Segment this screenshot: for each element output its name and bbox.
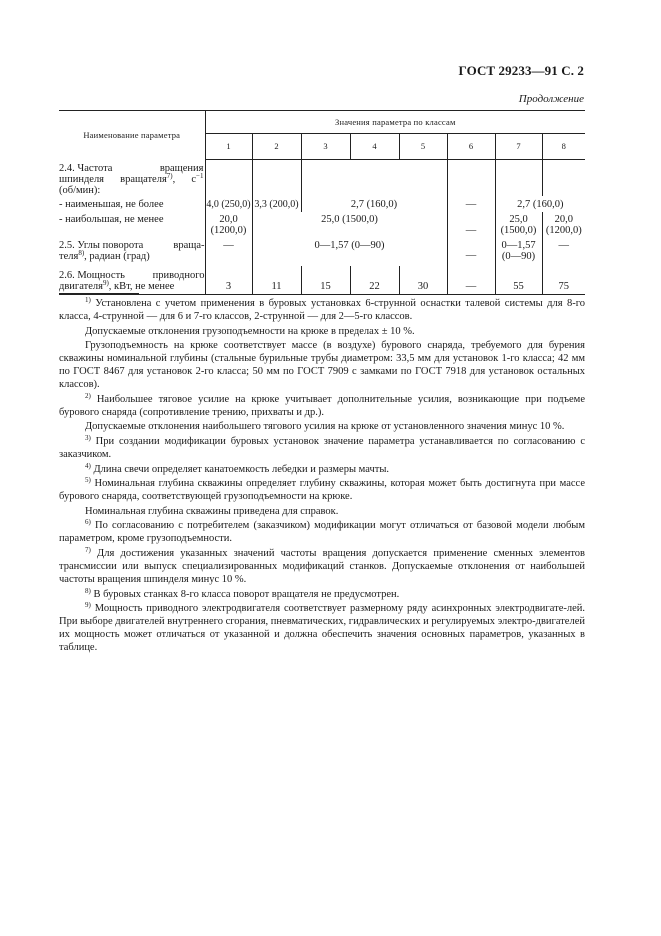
class-header: 4 bbox=[350, 134, 399, 159]
footnote-text: Допускаемые отклонения грузоподъемности на крюке в пределах ± 10 %. bbox=[85, 325, 415, 337]
cell-value: 3,3 (200,0) bbox=[252, 196, 301, 212]
footnote-separator bbox=[59, 293, 139, 294]
param-power-title: 2.6. Мощность приводного двигателя$^{9)}$, кВт, не менее bbox=[59, 266, 205, 295]
cell-value: — bbox=[447, 266, 495, 295]
cell-value: 0—1,57 (0—90) bbox=[252, 236, 447, 266]
cell-value: 25,0 (1500,0) bbox=[495, 212, 542, 236]
cell-value: — bbox=[447, 236, 495, 266]
param-speed-max-label: - наибольшая, не менее bbox=[59, 212, 205, 236]
class-header: 8 bbox=[542, 134, 585, 159]
class-header: 3 bbox=[301, 134, 350, 159]
cell-value: 15 bbox=[301, 266, 350, 295]
footnote-9: $^{9)}$ Мощность приводного электродвигателя соответствует размерному ряду асинхронных электродвигате-лей. При выборе двигателей внутреннего сгорания, пневматических, гидравлических и регулируемых электро-двигателей их мощность может отличаться от указанной и должна обеспечить значения основных параметров, указанных в таблице. bbox=[59, 601, 585, 654]
footnote-7: $^{7)}$ Для достижения указанных значений частоты вращения допускается применение сменных элементов трансмиссии или выпуск специализированных модификаций станков. Допускаемые отклонения от наибольшей частоты вращения шпинделя минус 10 %. bbox=[59, 545, 585, 585]
footnote-5: $^{5)}$ Номинальная глубина скважины определяет глубину скважины, которая может быть достигнута при массе бурового снаряда, соответствующей грузоподъемности на крюке. bbox=[59, 476, 585, 503]
table-row bbox=[59, 196, 585, 212]
class-header: 1 bbox=[205, 134, 252, 159]
footnote-6: $^{6)}$ По согласованию с потребителем (заказчиком) модификации могут отличаться от базовой модели любым параметром, кроме грузоподъемности. bbox=[59, 518, 585, 545]
cell-value: 30 bbox=[399, 266, 447, 295]
cell-value: — bbox=[447, 212, 495, 236]
column-header-values: Значения параметра по классам bbox=[205, 111, 585, 134]
cell-value: 25,0 (1500,0) bbox=[252, 212, 447, 236]
footnote-1: $^{1)}$ Установлена с учетом применения в буровых установках 6-струнной оснастки талевой системы для 8-го класса, 4-струнной — для 6 и 7-го классов, 2-струнной — для 2—5-го классов. bbox=[59, 296, 585, 322]
cell-value: 22 bbox=[350, 266, 399, 295]
cell-value: 20,0 (1200,0) bbox=[205, 212, 252, 236]
table-row bbox=[59, 159, 585, 196]
class-header: 6 bbox=[447, 134, 495, 159]
footnote-text: Номинальная глубина скважины приведена для справок. bbox=[85, 505, 339, 517]
cell-value: 11 bbox=[252, 266, 301, 295]
param-speed-title: 2.4. Частота вращения шпинделя вращателя$^{7)}$, $с^{-1}$ (об/мин): bbox=[59, 159, 205, 196]
cell-value: 0—1,57 (0—90) bbox=[495, 236, 542, 266]
cell-value: 3 bbox=[205, 266, 252, 295]
cell-value: 2,7 (160,0) bbox=[301, 196, 447, 212]
footnote-text: Допускаемые отклонения наибольшего тягового усилия на крюке от установленного значения минус 10 %. bbox=[85, 421, 565, 433]
footnote-4: $^{4)}$ Длина свечи определяет канатоемкость лебедки и размеры мачты. bbox=[85, 461, 390, 475]
cell-value: 20,0 (1200,0) bbox=[545, 214, 582, 236]
footnote-8: $^{8)}$ В буровых станках 8-го класса поворот вращателя не предусмотрен. bbox=[85, 586, 400, 600]
cell-value: 4,0 (250,0) bbox=[205, 196, 252, 212]
footnote-3: $^{3)}$ При создании модификации буровых установок значение параметра устанавливается по согласованию с заказчиком. bbox=[59, 433, 585, 460]
document-reference: ГОСТ 29233—91 С. 2 bbox=[458, 63, 584, 78]
table-row bbox=[59, 236, 585, 266]
cell-value: 75 bbox=[542, 266, 585, 295]
table-row bbox=[59, 212, 585, 236]
footnote-text: Грузоподъемность на крюке соответствует массе (в воздухе) бурового снаряда, требуемого для бурения скважины номинальной глубины (стальные бурильные трубы диаметром: 33,5 мм для установок 1-го класса; 42 мм по ГОСТ 8467 для установок 2-го класса; 50 мм по ГОСТ 7909 с замками по ГОСТ 7918 для установок остальных классов). bbox=[59, 340, 585, 391]
footnotes bbox=[59, 297, 585, 656]
class-header: 7 bbox=[495, 134, 542, 159]
column-header-parameter: Наименование параметра bbox=[59, 111, 205, 160]
class-header: 5 bbox=[399, 134, 447, 159]
footnote-2: $^{2)}$ Наибольшее тяговое усилие на крюке учитывает дополнительные усилия, возникающие при подъеме бурового снаряда (сопротивление трению, прихваты и др.). bbox=[59, 391, 585, 418]
cell-value: — bbox=[205, 236, 252, 266]
cell-value: 2,7 (160,0) bbox=[517, 199, 564, 210]
continuation-label: Продолжение bbox=[518, 93, 584, 105]
cell-value: — bbox=[447, 196, 495, 212]
param-angles-title: 2.5. Углы поворота враща- теля$^{8)}$, радиан (град) bbox=[59, 236, 205, 266]
parameters-table bbox=[59, 110, 585, 295]
param-speed-min-label: - наименьшая, не более bbox=[59, 196, 205, 212]
cell-value: 55 bbox=[495, 266, 542, 295]
class-header: 2 bbox=[252, 134, 301, 159]
table-row bbox=[59, 266, 585, 295]
cell-value: — bbox=[558, 240, 570, 251]
